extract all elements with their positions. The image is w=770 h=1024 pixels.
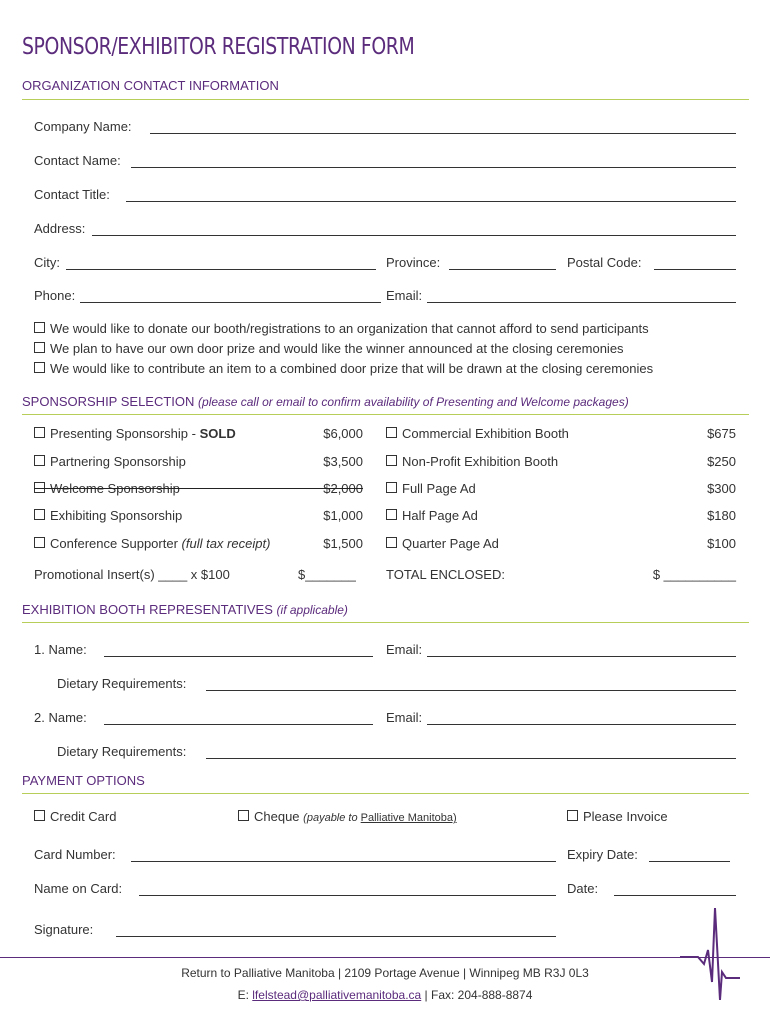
checkbox[interactable] xyxy=(386,455,397,466)
rep1-name-label: 1. Name: xyxy=(34,642,87,657)
checkbox[interactable] xyxy=(567,810,578,821)
city-field[interactable] xyxy=(66,269,376,270)
checkbox[interactable] xyxy=(34,810,45,821)
option-credit-card[interactable]: Credit Card xyxy=(34,809,116,824)
price: $6,000 xyxy=(323,426,363,441)
section-divider xyxy=(22,622,749,623)
section-divider xyxy=(22,414,749,415)
checkbox[interactable] xyxy=(386,509,397,520)
section-heading-booth: EXHIBITION BOOTH REPRESENTATIVES (if applicable) xyxy=(22,602,348,617)
cheque-payee: Palliative Manitoba) xyxy=(360,812,457,824)
checkbox[interactable] xyxy=(386,427,397,438)
option-commercial-booth[interactable]: Commercial Exhibition Booth xyxy=(386,426,569,441)
checkbox[interactable] xyxy=(34,455,45,466)
option-conference-supporter[interactable]: Conference Supporter (full tax receipt) xyxy=(34,536,270,551)
checkbox[interactable] xyxy=(34,362,45,373)
option-please-invoice[interactable]: Please Invoice xyxy=(567,809,668,824)
city-label: City: xyxy=(34,255,60,270)
footer-contact: E: lfelstead@palliativemanitoba.ca | Fax: 204-888-8874 xyxy=(237,988,533,1002)
section-note: (if applicable) xyxy=(276,603,348,617)
province-field[interactable] xyxy=(449,269,556,270)
checkbox[interactable] xyxy=(386,537,397,548)
price: $1,500 xyxy=(323,536,363,551)
expiry-date-field[interactable] xyxy=(649,861,730,862)
date-field[interactable] xyxy=(614,895,736,896)
price: $3,500 xyxy=(323,454,363,469)
checkbox[interactable] xyxy=(34,322,45,333)
price: $1,000 xyxy=(323,508,363,523)
option-welcome-sponsorship[interactable]: Welcome Sponsorship xyxy=(34,481,180,496)
expiry-date-label: Expiry Date: xyxy=(567,847,638,862)
total-enclosed-label: TOTAL ENCLOSED: xyxy=(386,567,505,582)
rep2-email-label: Email: xyxy=(386,710,423,725)
strikethrough-line xyxy=(34,488,363,489)
section-heading-sponsorship: SPONSORSHIP SELECTION (please call or email to confirm availability of Presenting and Welcome packages) xyxy=(22,394,629,409)
option-own-door-prize[interactable]: We plan to have our own door prize and would like the winner announced at the closing ceremonies xyxy=(34,341,624,356)
address-label: Address: xyxy=(34,221,86,236)
company-name-field[interactable] xyxy=(150,133,736,134)
rep1-email-field[interactable] xyxy=(427,656,736,657)
price: $180 xyxy=(707,508,736,523)
rep1-name-field[interactable] xyxy=(104,656,373,657)
total-enclosed-field[interactable]: $ __________ xyxy=(652,567,736,582)
phone-field[interactable] xyxy=(80,302,381,303)
promotional-insert-label: Promotional Insert(s) ____ x $100 xyxy=(34,567,230,582)
checkbox[interactable] xyxy=(34,537,45,548)
price: $100 xyxy=(707,536,736,551)
card-number-field[interactable] xyxy=(131,861,556,862)
checkbox[interactable] xyxy=(34,342,45,353)
phone-label: Phone: xyxy=(34,288,76,303)
rep1-dietary-label: Dietary Requirements: xyxy=(57,676,187,691)
promotional-insert-total[interactable]: $_______ xyxy=(298,567,356,582)
footer-divider xyxy=(0,957,770,958)
rep2-name-label: 2. Name: xyxy=(34,710,87,725)
contact-name-field[interactable] xyxy=(131,167,736,168)
section-divider xyxy=(22,793,749,794)
email-field[interactable] xyxy=(427,302,736,303)
postal-code-field[interactable] xyxy=(654,269,736,270)
company-name-label: Company Name: xyxy=(34,119,132,134)
footer-address: Return to Palliative Manitoba | 2109 Portage Avenue | Winnipeg MB R3J 0L3 xyxy=(181,966,589,980)
price: $250 xyxy=(707,454,736,469)
option-exhibiting-sponsorship[interactable]: Exhibiting Sponsorship xyxy=(34,508,182,523)
signature-label: Signature: xyxy=(34,922,94,937)
rep1-email-label: Email: xyxy=(386,642,423,657)
option-partnering-sponsorship[interactable]: Partnering Sponsorship xyxy=(34,454,186,469)
page-title: SPONSOR/EXHIBITOR REGISTRATION FORM xyxy=(22,34,415,60)
price: $2,000 xyxy=(323,481,363,496)
price: $300 xyxy=(707,481,736,496)
contact-title-label: Contact Title: xyxy=(34,187,110,202)
contact-title-field[interactable] xyxy=(126,201,736,202)
option-full-page-ad[interactable]: Full Page Ad xyxy=(386,481,476,496)
option-quarter-page-ad[interactable]: Quarter Page Ad xyxy=(386,536,499,551)
option-combined-door-prize[interactable]: We would like to contribute an item to a combined door prize that will be drawn at the closing ceremonies xyxy=(34,361,653,376)
heartbeat-icon xyxy=(680,908,740,1000)
section-note: (please call or email to confirm availability of Presenting and Welcome packages) xyxy=(198,395,629,409)
section-heading-contact: ORGANIZATION CONTACT INFORMATION xyxy=(22,78,279,93)
address-field[interactable] xyxy=(92,235,736,236)
rep2-email-field[interactable] xyxy=(427,724,736,725)
postal-code-label: Postal Code: xyxy=(567,255,642,270)
checkbox[interactable] xyxy=(238,810,249,821)
checkbox[interactable] xyxy=(34,509,45,520)
rep2-dietary-field[interactable] xyxy=(206,758,736,759)
option-presenting-sponsorship[interactable]: Presenting Sponsorship - SOLD xyxy=(34,426,236,441)
footer-email-link[interactable]: lfelstead@palliativemanitoba.ca xyxy=(252,988,422,1002)
rep1-dietary-field[interactable] xyxy=(206,690,736,691)
checkbox[interactable] xyxy=(34,427,45,438)
name-on-card-label: Name on Card: xyxy=(34,881,123,896)
date-label: Date: xyxy=(567,881,599,896)
checkbox[interactable] xyxy=(386,482,397,493)
name-on-card-field[interactable] xyxy=(139,895,556,896)
option-nonprofit-booth[interactable]: Non-Profit Exhibition Booth xyxy=(386,454,558,469)
email-label: Email: xyxy=(386,288,423,303)
province-label: Province: xyxy=(386,255,441,270)
option-cheque[interactable]: Cheque (payable to Palliative Manitoba) xyxy=(238,809,457,824)
option-donate-booth[interactable]: We would like to donate our booth/registrations to an organization that cannot afford to send participants xyxy=(34,321,649,336)
section-heading-payment: PAYMENT OPTIONS xyxy=(22,773,145,788)
option-half-page-ad[interactable]: Half Page Ad xyxy=(386,508,478,523)
signature-field[interactable] xyxy=(116,936,556,937)
contact-name-label: Contact Name: xyxy=(34,153,121,168)
rep2-dietary-label: Dietary Requirements: xyxy=(57,744,187,759)
section-divider xyxy=(22,99,749,100)
card-number-label: Card Number: xyxy=(34,847,116,862)
rep2-name-field[interactable] xyxy=(104,724,373,725)
price: $675 xyxy=(707,426,736,441)
